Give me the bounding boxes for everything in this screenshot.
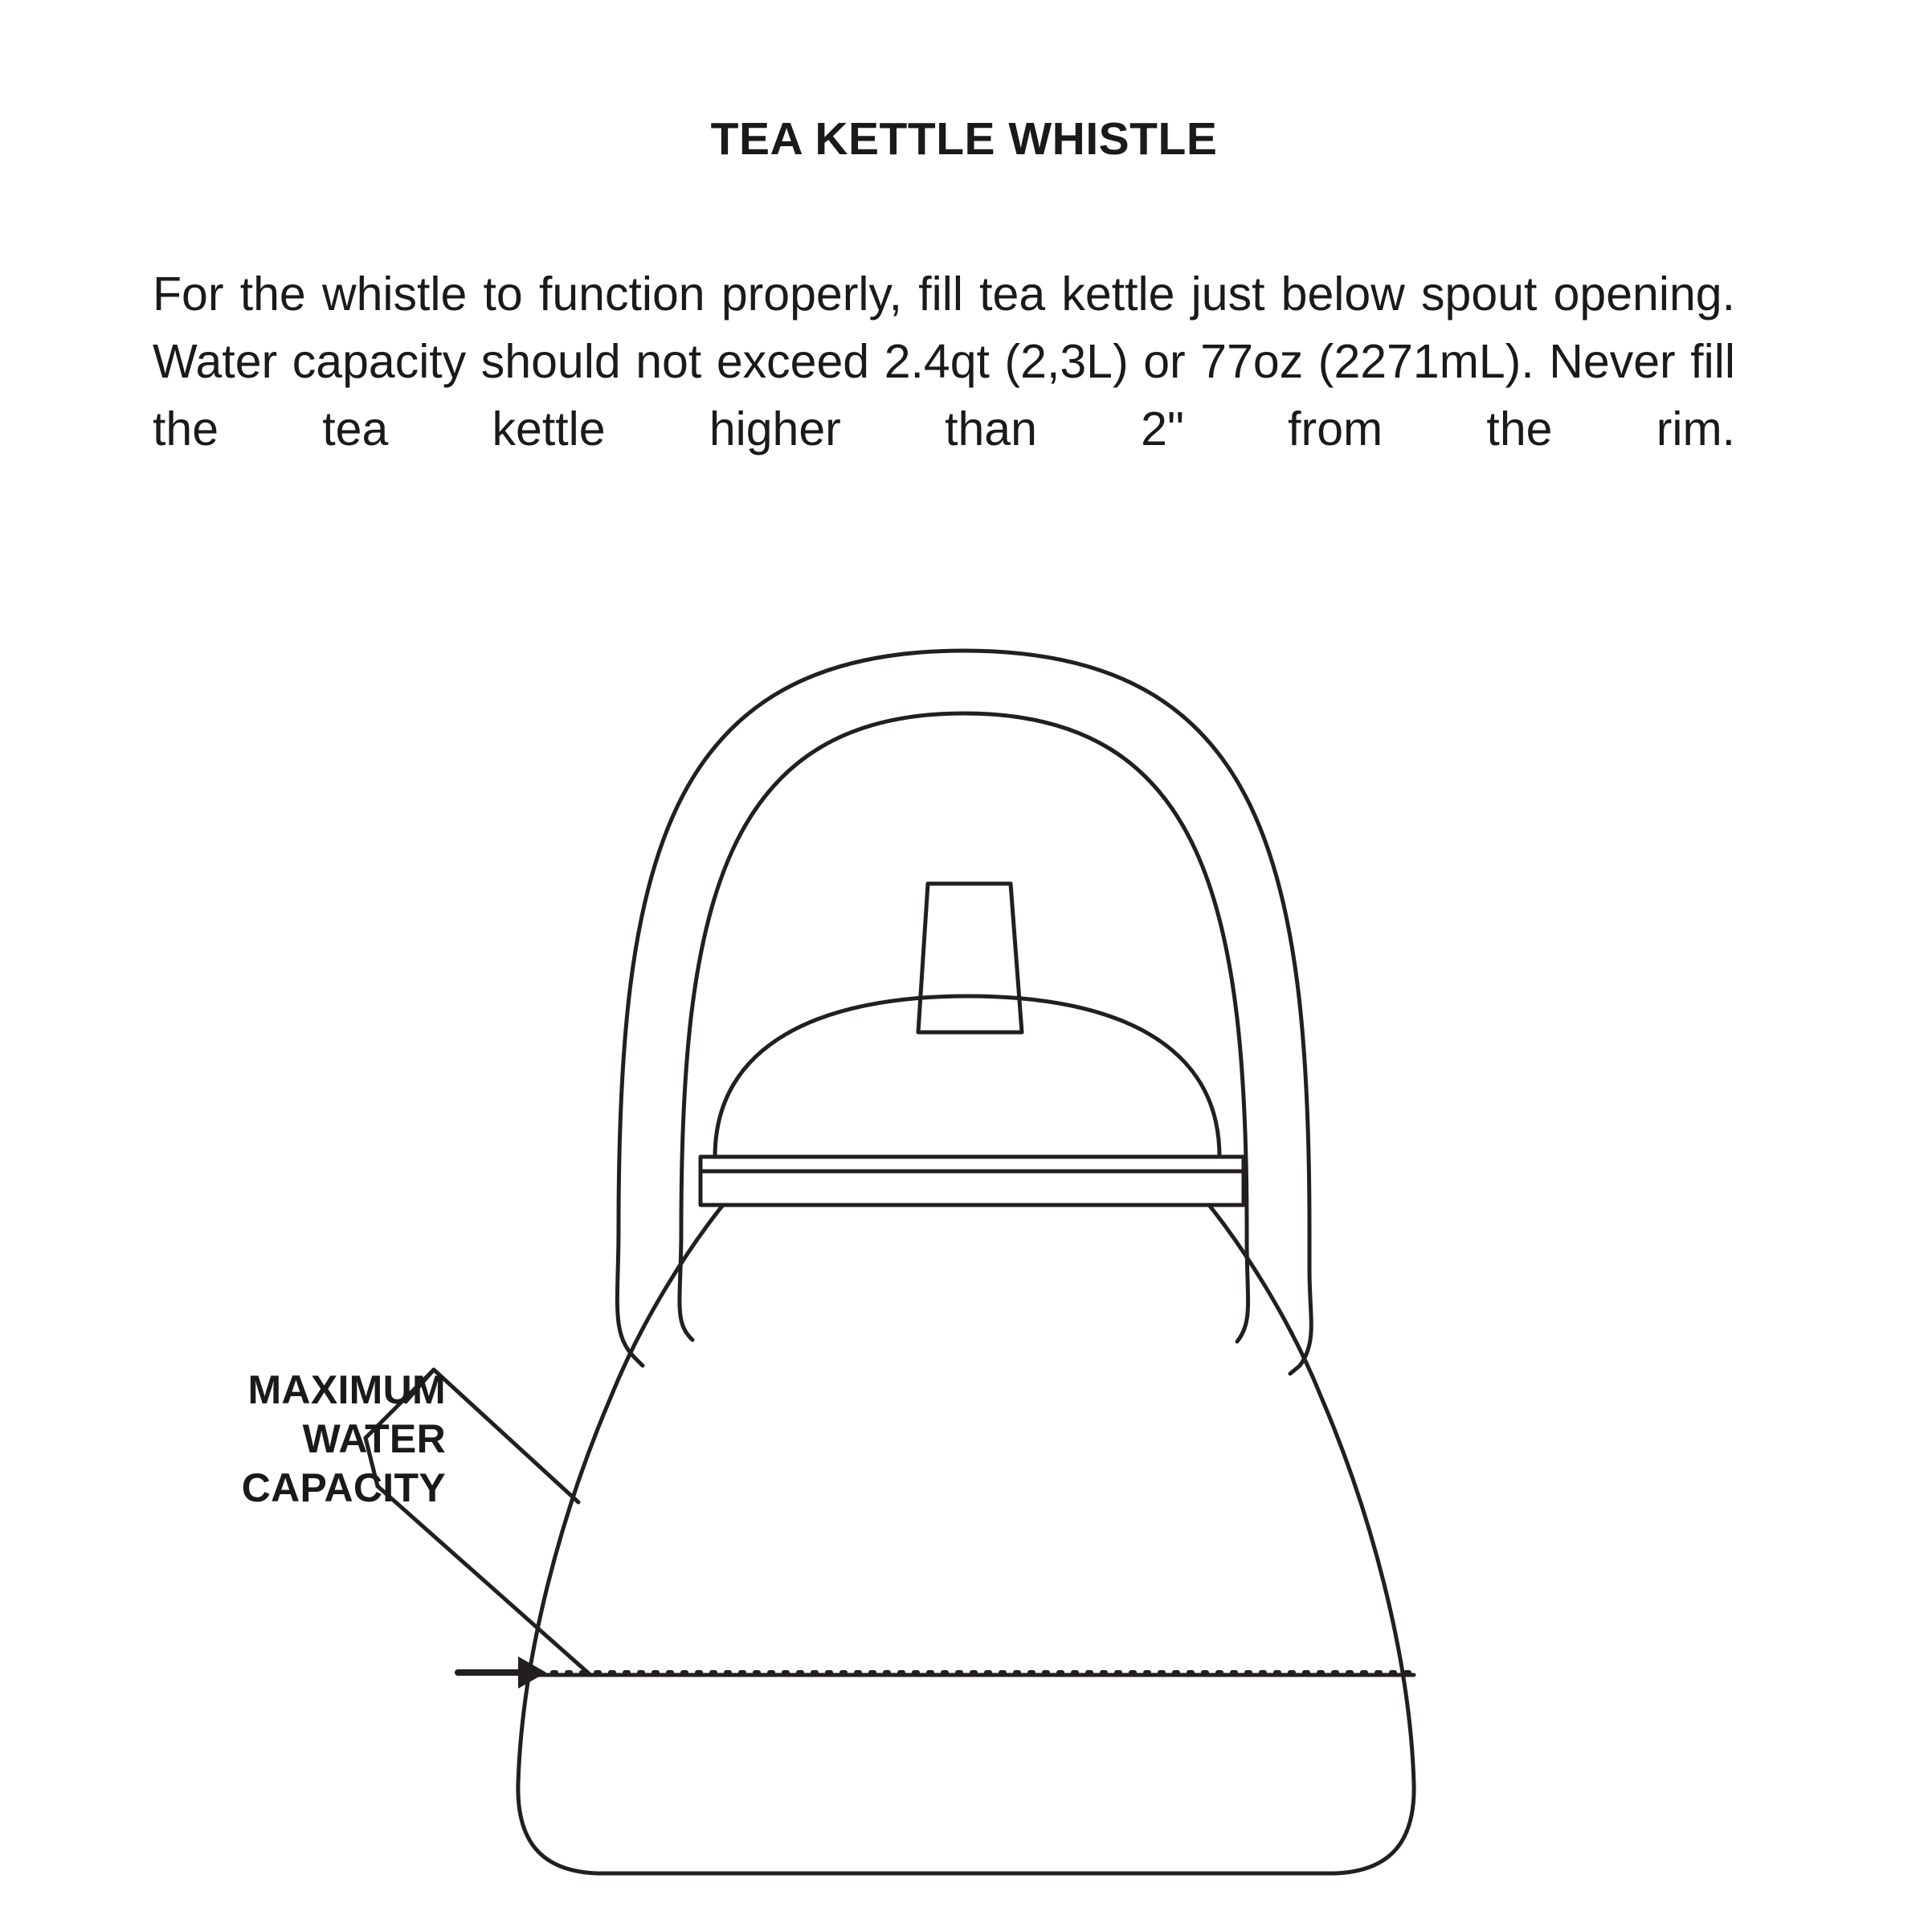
kettle-handle-foot-left	[617, 1229, 643, 1366]
callout-line-1: MAXIMUM	[247, 1367, 446, 1412]
kettle-lid-rim	[701, 1157, 1244, 1205]
max-water-callout	[157, 1366, 446, 1513]
callout-line-3: CAPACITY	[241, 1465, 446, 1510]
kettle-diagram	[0, 594, 1928, 1928]
kettle-lid-knob	[918, 884, 1022, 1032]
kettle-handle-foot-right	[1290, 1269, 1311, 1374]
callout-line-2: WATER	[302, 1416, 446, 1461]
instruction-paragraph: For the whistle to function properly, fill tea kettle just below spout opening. Water capacity should not exceed 2.4qt (2,3L) or 77oz (2271mL). Never fill the tea kettle higher than 2" from the rim.	[153, 268, 1735, 455]
page-title: TEA KETTLE WHISTLE	[710, 113, 1218, 165]
kettle-lid-dome	[715, 996, 1219, 1157]
kettle-handle-outer	[619, 651, 1309, 1269]
kettle-illustration-svg	[0, 594, 1928, 1928]
kettle-body	[518, 1205, 1414, 1873]
kettle-spout-bottom	[378, 1486, 590, 1675]
